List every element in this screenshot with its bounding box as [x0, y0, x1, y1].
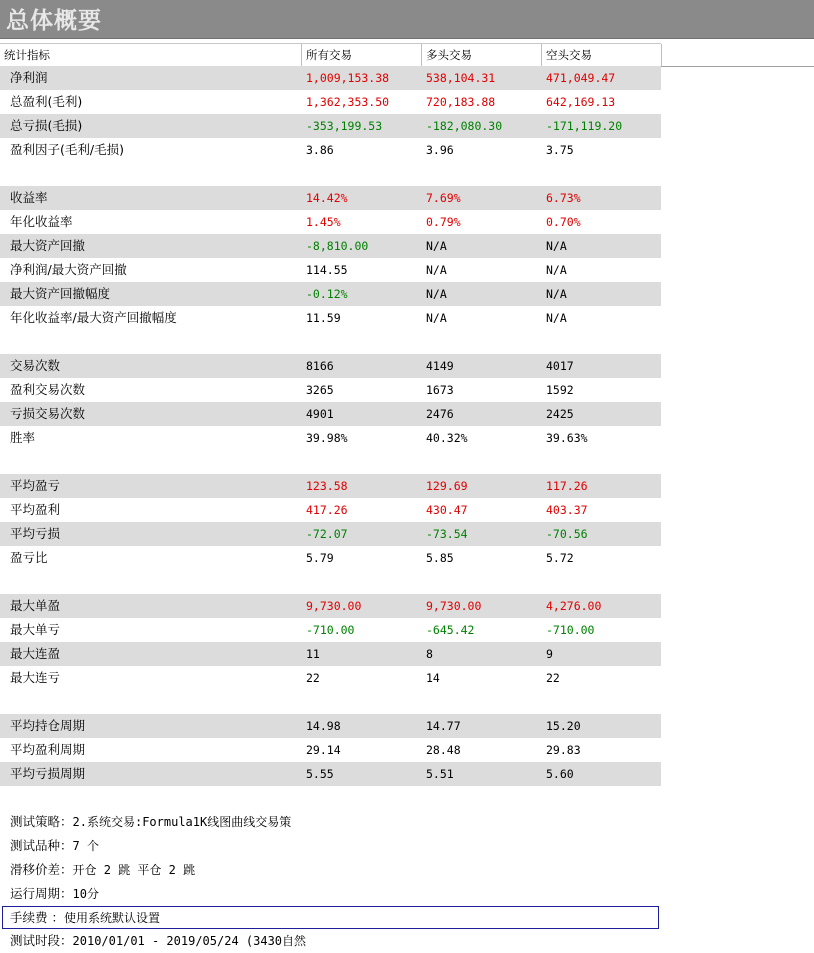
table-row[interactable]: [0, 210, 661, 234]
row-label: 平均亏损周期: [10, 766, 86, 781]
cell-long-trades: 720,183.88: [426, 95, 496, 109]
row-label: 平均盈利: [10, 502, 61, 517]
cell-all-trades: 3265: [306, 383, 334, 397]
cell-long-trades: 3.96: [426, 143, 454, 157]
info-value: 10分: [72, 887, 99, 901]
cell-all-trades: 11: [306, 647, 320, 661]
cell-short-trades: 1592: [546, 383, 574, 397]
cell-short-trades: N/A: [546, 239, 567, 253]
cell-all-trades: -0.12%: [306, 287, 348, 301]
cell-long-trades: 4149: [426, 359, 454, 373]
cell-long-trades: 538,104.31: [426, 71, 496, 85]
cell-long-trades: 7.69%: [426, 191, 461, 205]
cell-short-trades: 5.60: [546, 767, 574, 781]
table-row[interactable]: [0, 474, 661, 498]
row-label: 年化收益率/最大资产回撤幅度: [10, 310, 177, 325]
row-label: 平均盈利周期: [10, 742, 86, 757]
cell-all-trades: 14.98: [306, 719, 341, 733]
cell-short-trades: 3.75: [546, 143, 574, 157]
cell-short-trades: 9: [546, 647, 553, 661]
table-row[interactable]: [0, 282, 661, 306]
info-line[interactable]: [0, 858, 700, 882]
cell-long-trades: 14: [426, 671, 440, 685]
info-label: 滑移价差：: [10, 862, 73, 877]
cell-all-trades: 5.55: [306, 767, 334, 781]
cell-all-trades: 5.79: [306, 551, 334, 565]
cell-all-trades: 29.14: [306, 743, 341, 757]
cell-long-trades: 1673: [426, 383, 454, 397]
table-row[interactable]: [0, 138, 661, 162]
table-row[interactable]: [0, 378, 661, 402]
table-row[interactable]: [0, 522, 661, 546]
cell-all-trades: 11.59: [306, 311, 341, 325]
cell-short-trades: -710.00: [546, 623, 595, 637]
row-label: 盈利因子(毛利/毛损): [10, 142, 124, 157]
row-label: 盈亏比: [10, 550, 48, 565]
cell-long-trades: 5.51: [426, 767, 454, 781]
row-label: 平均盈亏: [10, 478, 61, 493]
table-row[interactable]: [0, 258, 661, 282]
cell-short-trades: 4017: [546, 359, 574, 373]
cell-all-trades: -353,199.53: [306, 119, 383, 133]
cell-long-trades: 5.85: [426, 551, 454, 565]
info-line[interactable]: [2, 906, 659, 929]
info-line[interactable]: [0, 882, 700, 906]
info-line[interactable]: [0, 834, 700, 858]
row-label: 最大资产回撤: [10, 238, 86, 253]
cell-short-trades: N/A: [546, 287, 567, 301]
table-row[interactable]: [0, 714, 661, 738]
header-divider: [661, 43, 814, 67]
row-label: 总盈利(毛利): [10, 94, 83, 109]
table-row[interactable]: [0, 426, 661, 450]
info-label: 测试时段：: [10, 933, 73, 948]
row-label: 年化收益率: [10, 214, 73, 229]
table-row[interactable]: [0, 234, 661, 258]
row-label: 净利润/最大资产回撤: [10, 262, 127, 277]
cell-long-trades: 0.79%: [426, 215, 461, 229]
cell-short-trades: 117.26: [546, 479, 588, 493]
section-spacer: [0, 690, 661, 714]
cell-long-trades: N/A: [426, 311, 447, 325]
info-value: 2010/01/01 - 2019/05/24 (3430自然: [72, 934, 307, 948]
table-row[interactable]: [0, 642, 661, 666]
test-info-panel: [0, 810, 700, 953]
row-label: 最大连亏: [10, 670, 61, 685]
cell-long-trades: N/A: [426, 287, 447, 301]
cell-all-trades: 114.55: [306, 263, 348, 277]
cell-all-trades: -8,810.00: [306, 239, 369, 253]
column-header-long-trades[interactable]: 多头交易: [422, 44, 542, 66]
table-row[interactable]: [0, 546, 661, 570]
cell-all-trades: 1,362,353.50: [306, 95, 390, 109]
cell-short-trades: 15.20: [546, 719, 581, 733]
cell-short-trades: 5.72: [546, 551, 574, 565]
cell-all-trades: 8166: [306, 359, 334, 373]
cell-short-trades: 6.73%: [546, 191, 581, 205]
cell-short-trades: -171,119.20: [546, 119, 623, 133]
stats-table: [0, 66, 661, 786]
table-row[interactable]: [0, 666, 661, 690]
row-label: 最大单亏: [10, 622, 61, 637]
cell-all-trades: 417.26: [306, 503, 348, 517]
cell-short-trades: 403.37: [546, 503, 588, 517]
table-row[interactable]: [0, 66, 661, 90]
cell-long-trades: 8: [426, 647, 433, 661]
table-row[interactable]: [0, 762, 661, 786]
column-header-short-trades[interactable]: 空头交易: [542, 44, 662, 66]
cell-long-trades: N/A: [426, 239, 447, 253]
cell-long-trades: 28.48: [426, 743, 461, 757]
cell-short-trades: 22: [546, 671, 560, 685]
info-line[interactable]: [0, 810, 700, 834]
cell-short-trades: -70.56: [546, 527, 588, 541]
cell-all-trades: 3.86: [306, 143, 334, 157]
cell-long-trades: 14.77: [426, 719, 461, 733]
row-label: 最大连盈: [10, 646, 61, 661]
table-row[interactable]: [0, 306, 661, 330]
table-row[interactable]: [0, 90, 661, 114]
row-label: 交易次数: [10, 358, 61, 373]
table-row[interactable]: [0, 594, 661, 618]
cell-all-trades: 123.58: [306, 479, 348, 493]
info-label: 运行周期：: [10, 886, 73, 901]
cell-all-trades: 39.98%: [306, 431, 348, 445]
row-label: 平均持仓周期: [10, 718, 86, 733]
cell-short-trades: 0.70%: [546, 215, 581, 229]
info-value: 2.系统交易:Formula1K线图曲线交易策: [72, 815, 292, 829]
cell-all-trades: 1.45%: [306, 215, 341, 229]
cell-long-trades: -73.54: [426, 527, 468, 541]
info-line[interactable]: [0, 929, 700, 953]
cell-all-trades: 22: [306, 671, 320, 685]
cell-short-trades: 4,276.00: [546, 599, 602, 613]
info-value: 开仓 2 跳 平仓 2 跳: [72, 863, 196, 877]
table-row[interactable]: [0, 186, 661, 210]
cell-long-trades: 40.32%: [426, 431, 468, 445]
table-row[interactable]: [0, 354, 661, 378]
row-label: 亏损交易次数: [10, 406, 86, 421]
table-row[interactable]: [0, 114, 661, 138]
cell-all-trades: 1,009,153.38: [306, 71, 390, 85]
cell-long-trades: -645.42: [426, 623, 475, 637]
column-header-all-trades[interactable]: 所有交易: [302, 44, 422, 66]
cell-all-trades: -72.07: [306, 527, 348, 541]
cell-long-trades: 129.69: [426, 479, 468, 493]
table-row[interactable]: [0, 738, 661, 762]
row-label: 总亏损(毛损): [10, 118, 83, 133]
info-label: 测试品种：: [10, 838, 73, 853]
row-label: 平均亏损: [10, 526, 61, 541]
cell-all-trades: -710.00: [306, 623, 355, 637]
cell-all-trades: 9,730.00: [306, 599, 362, 613]
info-label: 测试策略：: [10, 814, 73, 829]
cell-short-trades: N/A: [546, 311, 567, 325]
cell-long-trades: 430.47: [426, 503, 468, 517]
info-label: 手续费 ：: [10, 910, 64, 925]
section-spacer: [0, 450, 661, 474]
row-label: 胜率: [10, 430, 36, 445]
table-row[interactable]: [0, 498, 661, 522]
row-label: 最大单盈: [10, 598, 61, 613]
info-value: 使用系统默认设置: [63, 911, 160, 925]
page-title: 总体概要: [6, 7, 102, 34]
title-bar: [0, 0, 814, 39]
row-label: 净利润: [10, 70, 48, 85]
cell-short-trades: 39.63%: [546, 431, 588, 445]
cell-all-trades: 14.42%: [306, 191, 348, 205]
cell-all-trades: 4901: [306, 407, 334, 421]
cell-short-trades: 29.83: [546, 743, 581, 757]
table-header: [0, 43, 661, 67]
section-spacer: [0, 162, 661, 186]
cell-short-trades: 2425: [546, 407, 574, 421]
cell-long-trades: -182,080.30: [426, 119, 503, 133]
column-header-metric[interactable]: 统计指标: [0, 44, 302, 66]
cell-short-trades: 642,169.13: [546, 95, 616, 109]
row-label: 收益率: [10, 190, 48, 205]
row-label: 最大资产回撤幅度: [10, 286, 111, 301]
row-label: 盈利交易次数: [10, 382, 86, 397]
info-value: 7 个: [72, 839, 99, 853]
cell-long-trades: 2476: [426, 407, 454, 421]
table-row[interactable]: [0, 402, 661, 426]
section-spacer: [0, 570, 661, 594]
cell-short-trades: N/A: [546, 263, 567, 277]
cell-short-trades: 471,049.47: [546, 71, 616, 85]
table-row[interactable]: [0, 618, 661, 642]
cell-long-trades: N/A: [426, 263, 447, 277]
cell-long-trades: 9,730.00: [426, 599, 482, 613]
section-spacer: [0, 330, 661, 354]
